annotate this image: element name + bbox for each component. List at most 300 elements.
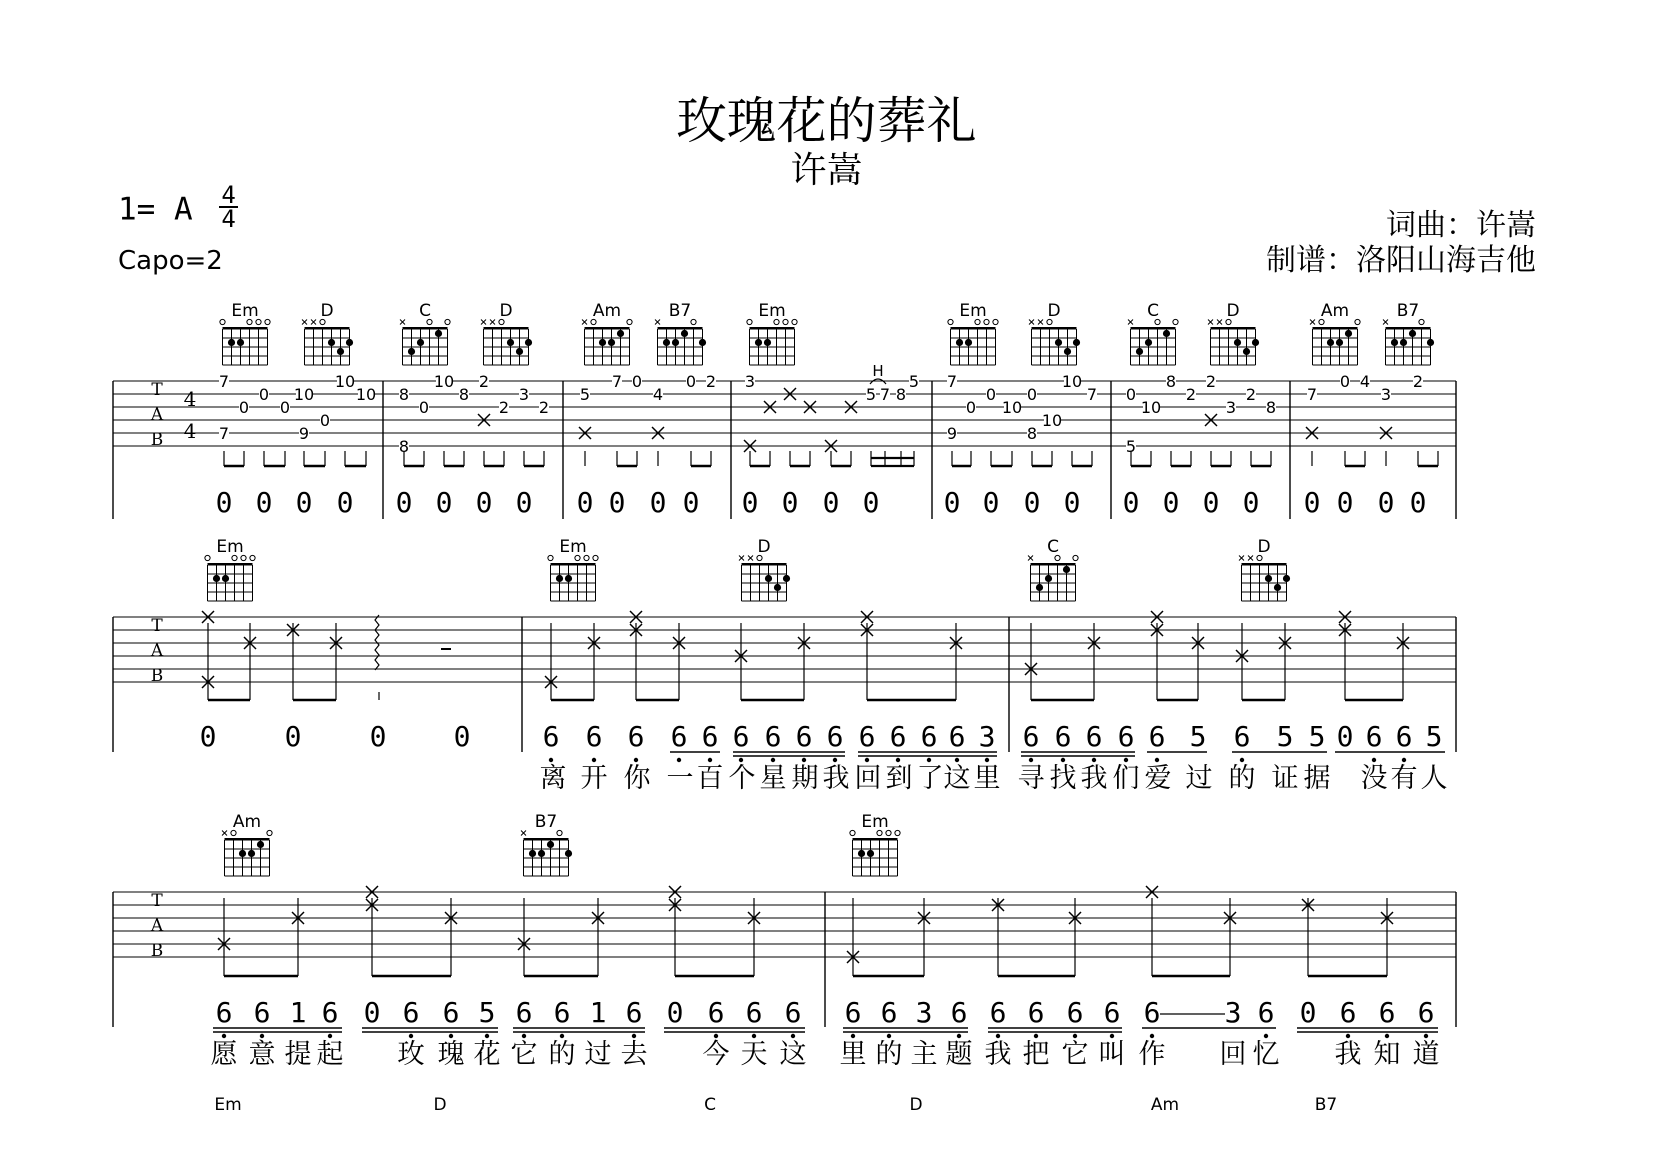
octave-dot [1402, 758, 1406, 762]
tab-number: 2 [1205, 372, 1217, 391]
numbered-note: 0 [822, 486, 840, 519]
open-string-mark [548, 555, 553, 560]
chord-diagram-em [747, 301, 797, 365]
chord-name: C [1147, 301, 1159, 321]
lyric-char: 过 [584, 1039, 612, 1070]
lyric-char: 没 [1360, 763, 1388, 794]
finger-dot [1391, 339, 1398, 346]
numbered-note: 0 [666, 996, 684, 1029]
lyric-char: 瑰 [437, 1039, 465, 1070]
artist-name: 许嵩 [790, 150, 863, 191]
tab-clef-letter: T [151, 380, 163, 400]
finger-dot [1064, 348, 1071, 355]
open-string-mark [993, 319, 998, 324]
numbered-note: 0 [1377, 486, 1395, 519]
numbered-note: 0 [1409, 486, 1427, 519]
numbered-note: 0 [1336, 486, 1354, 519]
tab-number: 0 [279, 398, 291, 417]
numbered-note: 5 [1308, 720, 1326, 753]
numbered-note: 6 [625, 996, 643, 1029]
open-string-mark [948, 319, 953, 324]
chord-name: Em [758, 301, 786, 321]
chord-name-partial: Em [214, 1095, 242, 1115]
chord-name: Am [232, 812, 262, 832]
tab-number: 10 [334, 372, 356, 391]
octave-dot [634, 758, 638, 762]
octave-dot [771, 758, 775, 762]
finger-dot [1336, 339, 1343, 346]
chord-nut [1386, 327, 1431, 330]
numbered-note: 0 [576, 486, 594, 519]
open-string-mark [267, 830, 272, 835]
song-title: 玫瑰花的葬礼 [676, 92, 977, 150]
lyric-char: 它 [510, 1039, 538, 1070]
octave-dot [714, 1034, 718, 1038]
time-signature-top: 4 [221, 181, 236, 209]
numbered-note: 0 [435, 486, 453, 519]
open-string-mark [265, 319, 270, 324]
lyric-char: 愿 [210, 1039, 238, 1070]
numbered-note: 6 [253, 996, 271, 1029]
chord-name-partial: D [433, 1095, 447, 1115]
numbered-note: 6 [553, 996, 571, 1029]
tab-clef-letter: A [150, 405, 164, 425]
numbered-note: 0 [608, 486, 626, 519]
lyric-char: 的 [1228, 763, 1256, 794]
numbered-note: 6 [1103, 996, 1121, 1029]
numbered-note: 5 [1276, 720, 1294, 753]
lyric-char: 里 [973, 763, 1001, 794]
finger-dot [858, 850, 865, 857]
tab-number: 8 [1026, 424, 1038, 443]
numbered-note: 6 [515, 996, 533, 1029]
lyric-char: 作 [1138, 1039, 1166, 1070]
chord-nut [750, 327, 795, 330]
octave-dot [409, 1034, 413, 1038]
finger-dot [328, 339, 335, 346]
tab-number: 0 [631, 372, 643, 391]
tab-number: 7 [218, 424, 230, 443]
tab-number: 9 [298, 424, 310, 443]
numbered-note: 6 [920, 720, 938, 753]
tab-number: 3 [1380, 385, 1392, 404]
numbered-note: 0 [1023, 486, 1041, 519]
open-string-mark [220, 319, 225, 324]
tab-clef-letter: T [151, 891, 163, 911]
chord-diagram-d [1208, 301, 1259, 365]
chord-diagram-am [222, 812, 272, 876]
numbered-note: 5 [478, 996, 496, 1029]
lyric-char: 过 [1185, 763, 1213, 794]
finger-dot [1283, 575, 1290, 582]
chord-diagram-d [481, 301, 532, 365]
tab-number: 10 [1001, 398, 1023, 417]
lyric-char: 你 [623, 763, 651, 794]
finger-dot [663, 339, 670, 346]
numbered-note: 0 [215, 486, 233, 519]
chord-nut [305, 327, 350, 330]
tab-number: 2 [498, 398, 510, 417]
octave-dot [985, 758, 989, 762]
staff-time-signature: 4 [183, 387, 197, 411]
lyric-char: 们 [1112, 763, 1140, 794]
lyric-char: 去 [620, 1039, 648, 1070]
numbered-note: 0 [395, 486, 413, 519]
finger-dot [346, 339, 353, 346]
chord-diagram-c [400, 301, 450, 365]
lyric-char: 了 [916, 763, 944, 794]
finger-dot [1243, 348, 1250, 355]
chord-name: Em [861, 812, 889, 832]
chord-nut [1211, 327, 1256, 330]
chord-name: Em [959, 301, 987, 321]
chord-diagram-d [1239, 537, 1290, 601]
numbered-note: 0 [363, 996, 381, 1029]
chord-name: D [1047, 301, 1061, 321]
octave-dot [955, 758, 959, 762]
octave-dot [485, 1034, 489, 1038]
time-signature-bottom: 4 [221, 205, 236, 233]
open-string-mark [1173, 319, 1178, 324]
tab-clef-letter: T [151, 616, 163, 636]
chord-nut [853, 838, 898, 841]
chord-nut [225, 838, 270, 841]
numbered-note: 6 [627, 720, 645, 753]
lyric-char: 起 [316, 1039, 344, 1070]
finger-dot [681, 330, 688, 337]
octave-dot [739, 758, 743, 762]
tab-number: 3 [744, 372, 756, 391]
chord-diagram-em [220, 301, 270, 365]
numbered-note: 0 [1336, 720, 1354, 753]
chord-diagram-em [205, 537, 255, 601]
finger-dot [1265, 575, 1272, 582]
octave-dot [1034, 1034, 1038, 1038]
tab-number: 10 [433, 372, 455, 391]
tab-number: 2 [1185, 385, 1197, 404]
numbered-note: 6 [542, 720, 560, 753]
chord-name-partial: D [909, 1095, 923, 1115]
tab-number: 10 [1041, 411, 1063, 430]
octave-dot [1073, 1034, 1077, 1038]
open-string-mark [895, 830, 900, 835]
tab-number: 10 [1061, 372, 1083, 391]
finger-dot [1163, 330, 1170, 337]
lyric-char: 提 [284, 1039, 312, 1070]
chord-name: Em [231, 301, 259, 321]
tab-number: 3 [1225, 398, 1237, 417]
finger-dot [1252, 339, 1259, 346]
octave-dot [449, 1034, 453, 1038]
finger-dot [516, 348, 523, 355]
finger-dot [1045, 575, 1052, 582]
octave-dot [632, 1034, 636, 1038]
open-string-mark [691, 319, 696, 324]
lyric-char: 意 [248, 1039, 276, 1070]
chord-diagram-d [739, 537, 790, 601]
finger-dot [755, 339, 762, 346]
numbered-note: 6 [442, 996, 460, 1029]
tab-number: 3 [518, 385, 530, 404]
lyric-char: 个 [728, 763, 756, 794]
finger-dot [774, 584, 781, 591]
tab-number: 5 [1125, 437, 1137, 456]
capo-label: Capo=2 [118, 246, 223, 276]
lyrics-music-credit: 词曲：许嵩 [1386, 208, 1536, 243]
chord-diagram-am [1310, 301, 1360, 365]
tab-number: 5 [865, 385, 877, 404]
open-string-mark [850, 830, 855, 835]
finger-dot [608, 339, 615, 346]
octave-dot [677, 758, 681, 762]
lyric-char: 寻 [1017, 763, 1045, 794]
octave-dot [260, 1034, 264, 1038]
chord-name: B7 [534, 812, 558, 832]
chord-diagram-c [1028, 537, 1078, 601]
finger-dot [257, 841, 264, 848]
finger-dot [765, 575, 772, 582]
finger-dot [556, 575, 563, 582]
finger-dot [1145, 339, 1152, 346]
numbered-note: 6 [402, 996, 420, 1029]
chord-diagram-em [948, 301, 998, 365]
octave-dot [222, 1034, 226, 1038]
finger-dot [529, 850, 536, 857]
chord-nut [1313, 327, 1358, 330]
octave-dot [996, 1034, 1000, 1038]
open-string-mark [250, 555, 255, 560]
finger-dot [408, 348, 415, 355]
numbered-note: 0 [199, 720, 217, 753]
open-string-mark [1419, 319, 1424, 324]
numbered-note: 6 [1085, 720, 1103, 753]
finger-dot [213, 575, 220, 582]
tab-number: 5 [579, 385, 591, 404]
numbered-note: 0 [453, 720, 471, 753]
lyric-char: 忆 [1252, 1039, 1280, 1070]
lyric-char: 它 [1061, 1039, 1089, 1070]
tab-number: 7 [946, 372, 958, 391]
lyric-char: 星 [759, 763, 787, 794]
numbered-note: 6 [1339, 996, 1357, 1029]
tab-number: 7 [1306, 385, 1318, 404]
octave-dot [896, 758, 900, 762]
tab-number: 10 [293, 385, 315, 404]
lyric-char: 回 [854, 763, 882, 794]
numbered-note: 6 [732, 720, 750, 753]
lyric-char: 的 [875, 1039, 903, 1070]
tab-number: 10 [1140, 398, 1162, 417]
tab-number: 2 [1412, 372, 1424, 391]
chord-diagram-em [850, 812, 900, 876]
chord-nut [1131, 327, 1176, 330]
chord-diagram-d [1029, 301, 1080, 365]
numbered-note: 5 [1425, 720, 1443, 753]
octave-dot [1424, 1034, 1428, 1038]
chord-name-partial: C [704, 1095, 716, 1115]
tab-number: 4 [652, 385, 664, 404]
numbered-note: 6 [1027, 996, 1045, 1029]
tab-number: 7 [879, 385, 891, 404]
tab-number: 0 [238, 398, 250, 417]
lyric-char: 到 [885, 763, 913, 794]
finger-dot [867, 850, 874, 857]
lyric-char: 期 [791, 763, 819, 794]
tab-number: 2 [1245, 385, 1257, 404]
numbered-note: 6 [764, 720, 782, 753]
numbered-note: 6 [1022, 720, 1040, 753]
numbered-note: 6 [707, 996, 725, 1029]
open-string-mark [1073, 555, 1078, 560]
numbered-note: 0 [336, 486, 354, 519]
lyric-char: 回 [1219, 1039, 1247, 1070]
open-string-mark [593, 555, 598, 560]
lyric-char: 这 [779, 1039, 807, 1070]
chord-name: D [757, 537, 771, 557]
lyric-char: 花 [473, 1039, 501, 1070]
octave-dot [851, 1034, 855, 1038]
numbered-note: 0 [741, 486, 759, 519]
octave-dot [328, 1034, 332, 1038]
chord-nut [484, 327, 529, 330]
chord-nut [742, 563, 787, 566]
finger-dot [1136, 348, 1143, 355]
chord-nut [1031, 563, 1076, 566]
chord-diagram-b7 [1383, 301, 1434, 365]
numbered-note: 6 [950, 996, 968, 1029]
numbered-note: 0 [1303, 486, 1321, 519]
chord-name-partial: B7 [1314, 1095, 1338, 1115]
numbered-note: 6 [989, 996, 1007, 1029]
finger-dot [525, 339, 532, 346]
numbered-note: 0 [475, 486, 493, 519]
tab-number: 7 [218, 372, 230, 391]
finger-dot [237, 339, 244, 346]
chord-nut [585, 327, 630, 330]
open-string-mark [445, 319, 450, 324]
staff-time-signature: 4 [183, 419, 197, 443]
numbered-note: 6 [784, 996, 802, 1029]
tab-clef-letter: B [150, 941, 164, 961]
octave-dot [865, 758, 869, 762]
octave-dot [752, 1034, 756, 1038]
tab-clef-letter: B [150, 666, 164, 686]
tab-number: 0 [1026, 385, 1038, 404]
lyric-char: 找 [1049, 763, 1077, 794]
chord-name: D [1257, 537, 1271, 557]
octave-dot [791, 1034, 795, 1038]
octave-dot [802, 758, 806, 762]
open-string-mark [627, 319, 632, 324]
open-string-mark [747, 319, 752, 324]
chord-nut [223, 327, 268, 330]
finger-dot [222, 575, 229, 582]
tab-number: 9 [946, 424, 958, 443]
tab-number: 0 [1125, 385, 1137, 404]
numbered-note: 0 [943, 486, 961, 519]
numbered-note: 6 [1365, 720, 1383, 753]
numbered-note: 1 [589, 996, 607, 1029]
finger-dot [1036, 584, 1043, 591]
hammer-on-label: H [872, 362, 884, 380]
numbered-note: 0 [1299, 996, 1317, 1029]
lyric-char: 的 [548, 1039, 576, 1070]
tab-number: 0 [985, 385, 997, 404]
chord-nut [524, 838, 569, 841]
lyric-char: 我 [1334, 1039, 1362, 1070]
tab-number: 0 [685, 372, 697, 391]
numbered-note: 6 [880, 996, 898, 1029]
finger-dot [956, 339, 963, 346]
chord-name: D [1226, 301, 1240, 321]
octave-dot [1029, 758, 1033, 762]
numbered-note: 6 [1054, 720, 1072, 753]
numbered-note: 3 [915, 996, 933, 1029]
numbered-note: 0 [369, 720, 387, 753]
octave-dot [887, 1034, 891, 1038]
numbered-note: 0 [1202, 486, 1220, 519]
open-string-mark [792, 319, 797, 324]
tab-number: 8 [458, 385, 470, 404]
numbered-note: 0 [284, 720, 302, 753]
finger-dot [1427, 339, 1434, 346]
finger-dot [599, 339, 606, 346]
numbered-note: 0 [515, 486, 533, 519]
octave-dot [1346, 1034, 1350, 1038]
chord-diagram-b7 [521, 812, 572, 876]
chord-name-partial: Am [1150, 1095, 1180, 1115]
numbered-note: 6 [1143, 996, 1161, 1029]
finger-dot [417, 339, 424, 346]
numbered-note: 6 [701, 720, 719, 753]
finger-dot [1055, 339, 1062, 346]
numbered-note: 6 [1117, 720, 1135, 753]
numbered-note: 6 [1378, 996, 1396, 1029]
tab-number: 2 [478, 372, 490, 391]
chord-name: Am [592, 301, 622, 321]
numbered-note: 0 [682, 486, 700, 519]
lyric-char: 据 [1303, 763, 1331, 794]
numbered-note: 6 [1066, 996, 1084, 1029]
lyric-char: 里 [839, 1039, 867, 1070]
numbered-note: 0 [1162, 486, 1180, 519]
chord-diagram-c [1128, 301, 1178, 365]
chord-nut [403, 327, 448, 330]
octave-dot [957, 1034, 961, 1038]
finger-dot [1400, 339, 1407, 346]
numbered-note: 6 [858, 720, 876, 753]
transcriber-credit: 制谱：洛阳山海吉他 [1266, 243, 1536, 278]
numbered-note: 0 [982, 486, 1000, 519]
chord-nut [208, 563, 253, 566]
lyric-char: 一 [666, 763, 694, 794]
numbered-note: 0 [1122, 486, 1140, 519]
finger-dot [248, 850, 255, 857]
tab-number: 8 [1165, 372, 1177, 391]
chord-diagram-d [302, 301, 353, 365]
finger-dot [337, 348, 344, 355]
finger-dot [783, 575, 790, 582]
tab-clef-letter: A [150, 641, 164, 661]
numbered-note: 0 [295, 486, 313, 519]
numbered-note: 6 [1233, 720, 1251, 753]
octave-dot [592, 758, 596, 762]
chord-nut [951, 327, 996, 330]
numbered-note: 0 [781, 486, 799, 519]
numbered-note: 6 [1148, 720, 1166, 753]
lyric-char: 玫 [397, 1039, 425, 1070]
numbered-note: 3 [1224, 996, 1242, 1029]
